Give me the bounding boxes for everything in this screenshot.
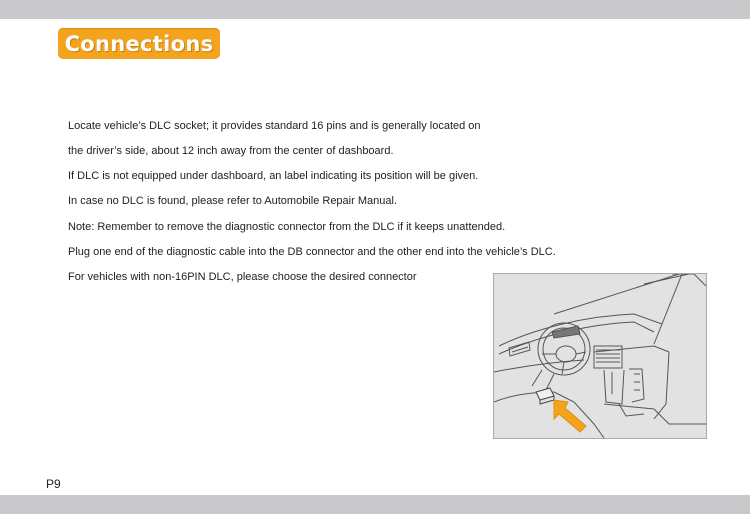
paragraph-line: Locate vehicle’s DLC socket; it provides standard 16 pins and is generally located on <box>68 120 481 132</box>
paragraph-line: the driver’s side, about 12 inch away from the center of dashboard. <box>68 145 394 157</box>
page-number: P9 <box>46 477 61 491</box>
paragraph-line: For vehicles with non-16PIN DLC, please choose the desired connector <box>68 271 417 283</box>
dashboard-dlc-illustration <box>493 273 707 439</box>
paragraph-line: In case no DLC is found, please refer to Automobile Repair Manual. <box>68 195 397 207</box>
top-band <box>0 0 750 19</box>
page-title: Connections <box>64 31 214 56</box>
bottom-band <box>0 495 750 514</box>
paragraph-line: Note: Remember to remove the diagnostic connector from the DLC if it keeps unattended. <box>68 221 506 233</box>
paragraph-line: If DLC is not equipped under dashboard, an label indicating its position will be given. <box>68 170 479 182</box>
paragraph-line: Plug one end of the diagnostic cable into the DB connector and the other end into the vehicle’s DLC. <box>68 246 556 258</box>
section-title-tab <box>58 28 220 59</box>
